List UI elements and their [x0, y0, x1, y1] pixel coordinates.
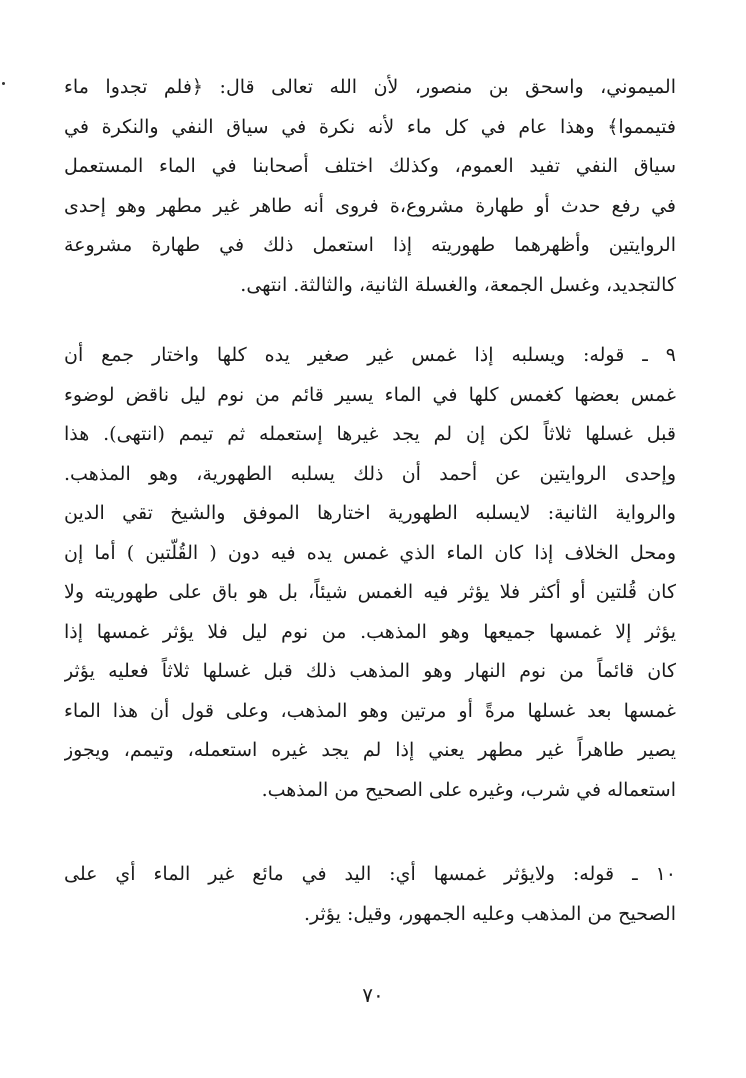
text-line: ٩ ـ قوله: ويسلبه إذا غمس غير صغير يده كلها واختار جمع أن — [64, 344, 676, 366]
text-line: غمس بعضها كغمس كلها في الماء يسير قائم من نوم ليل ناقض لوضوء — [64, 383, 676, 406]
text-line: وإحدى الروايتين عن أحمد أن ذلك يسلبه الطهورية، وهو المذهب. — [64, 462, 676, 485]
text-line: استعماله في شرب، وغيره على الصحيح من المذهب. — [261, 778, 676, 801]
text-line: كان قُلتين أو أكثر فلا يؤثر فيه الغمس شيئاً، بل هو باق على طهوريته ولا — [64, 581, 676, 603]
text-line: فتيمموا﴾ وهذا عام في كل ماء لأنه نكرة في سياق النفي والنكرة في — [64, 115, 676, 138]
text-line: غمسها بعد غسلها مرةً أو مرتين وهو المذهب، وعلى قول أن هذا الماء — [64, 699, 676, 722]
text-line: كان قائماً من نوم النهار وهو المذهب ذلك قبل غسلها ثلاثاً فعليه يؤثر — [64, 660, 676, 682]
text-line: في رفع حدث أو طهارة مشروع،ة فروى أنه طاهر غير مطهر وهو إحدى — [64, 194, 676, 217]
margin-dot — [2, 82, 5, 85]
text-line: الروايتين وأظهرهما طهوريته إذا استعمل ذلك في طهارة مشروعة — [64, 234, 676, 256]
paragraph-1 — [64, 68, 676, 305]
text-line: والرواية الثانية: لايسلبه الطهورية اختارها الموفق والشيخ تقي الدين — [64, 502, 676, 524]
page-number: ٧٠ — [362, 983, 384, 1007]
paragraph-2 — [64, 336, 676, 810]
text-line: قبل غسلها ثلاثاً لكن إن لم يجد غيرها إستعمله ثم تيمم (انتهى). هذا — [64, 423, 676, 445]
text-line: الميموني، واسحق بن منصور، لأن الله تعالى قال: ﴿فلم تجدوا ماء — [64, 76, 676, 98]
text-line: ١٠ ـ قوله: ولايؤثر غمسها أي: اليد في مائع غير الماء أي على — [64, 863, 676, 885]
text-line: ومحل الخلاف إذا كان الماء الذي غمس يده فيه دون ( القُلّتين ) أما إن — [64, 541, 676, 564]
text-line: سياق النفي تفيد العموم، وكذلك اختلف أصحابنا في الماء المستعمل — [64, 155, 676, 177]
paragraph-3 — [64, 855, 676, 934]
text-line: الصحيح من المذهب وعليه الجمهور، وقيل: يؤثر. — [303, 902, 676, 925]
text-line: يؤثر إلا غمسها جميعها وهو المذهب. من نوم ليل فلا يؤثر غمسها إذا — [64, 620, 676, 643]
text-line: كالتجديد، وغسل الجمعة، والغسلة الثانية، والثالثة. انتهى. — [240, 273, 676, 296]
text-line: يصير طاهراً غير مطهر يعني إذا لم يجد غيره استعمله، وتيمم، ويجوز — [64, 739, 676, 761]
